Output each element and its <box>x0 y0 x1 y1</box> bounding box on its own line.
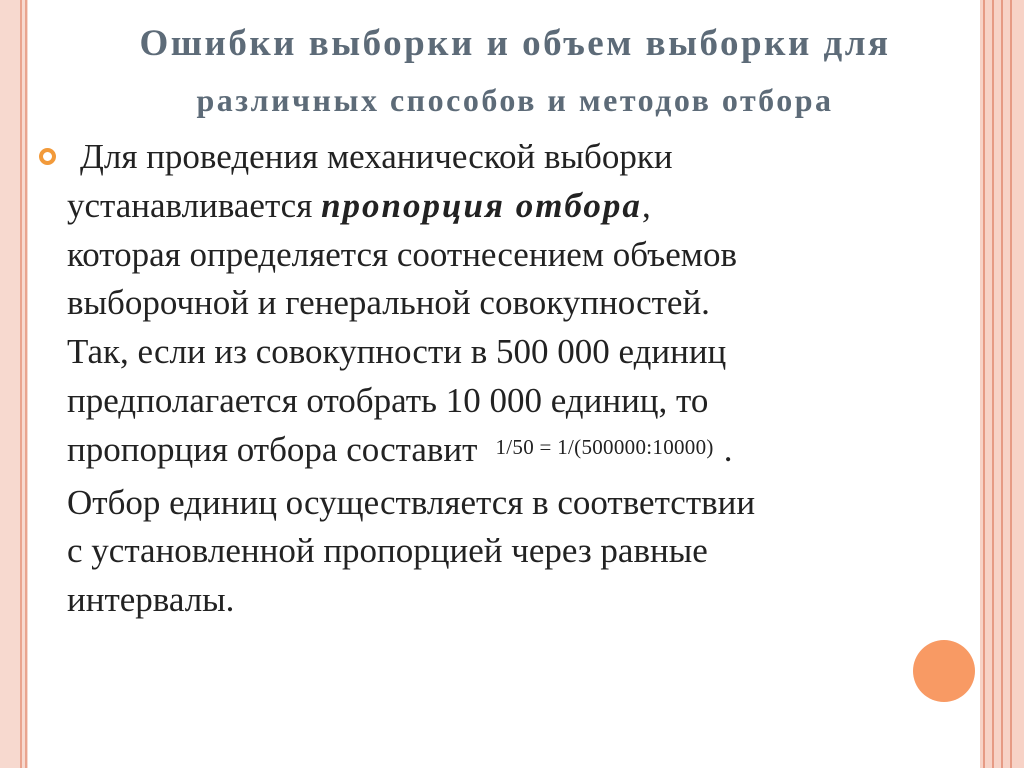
paragraph-text: , <box>641 185 651 225</box>
paragraph-line: с установленной пропорцией через равные <box>67 531 708 571</box>
paragraph-line <box>67 182 967 231</box>
bullet-paragraph <box>67 133 967 625</box>
paragraph-line: Для проведения механической выборки <box>80 137 673 176</box>
paragraph-line: выборочной и генеральной совокупностей. <box>67 283 710 323</box>
formula: 1/50 = 1/(500000:10000) <box>495 434 714 459</box>
circle-ring-bullet-icon <box>39 148 56 165</box>
slide-title-line-1: Ошибки выборки и объем выборки для <box>139 23 891 64</box>
decorative-circle <box>913 640 975 702</box>
paragraph-line: которая определяется соотнесением объемов <box>67 234 737 274</box>
slide-title-line-2: различных способов и методов отбора <box>196 82 834 118</box>
paragraph-line: предполагается отобрать 10 000 единиц, то <box>67 380 709 420</box>
paragraph-text: устанавливается <box>67 185 322 225</box>
paragraph-line <box>67 426 967 479</box>
emphasized-term: пропорция отбора <box>321 185 642 225</box>
paragraph-text: пропорция отбора составит <box>67 429 478 469</box>
left-decor-band <box>0 0 28 768</box>
paragraph-text: . <box>723 429 733 469</box>
paragraph-line: Так, если из совокупности в 500 000 единиц <box>67 332 727 372</box>
left-decor-line <box>25 0 27 768</box>
paragraph-line: интервалы. <box>67 580 235 620</box>
right-decor-line <box>992 0 994 768</box>
paragraph-line: Отбор единиц осуществляется в соответствии <box>67 482 756 522</box>
left-decor-line <box>20 0 22 768</box>
right-decor-line <box>1010 0 1012 768</box>
right-decor-line <box>1001 0 1003 768</box>
